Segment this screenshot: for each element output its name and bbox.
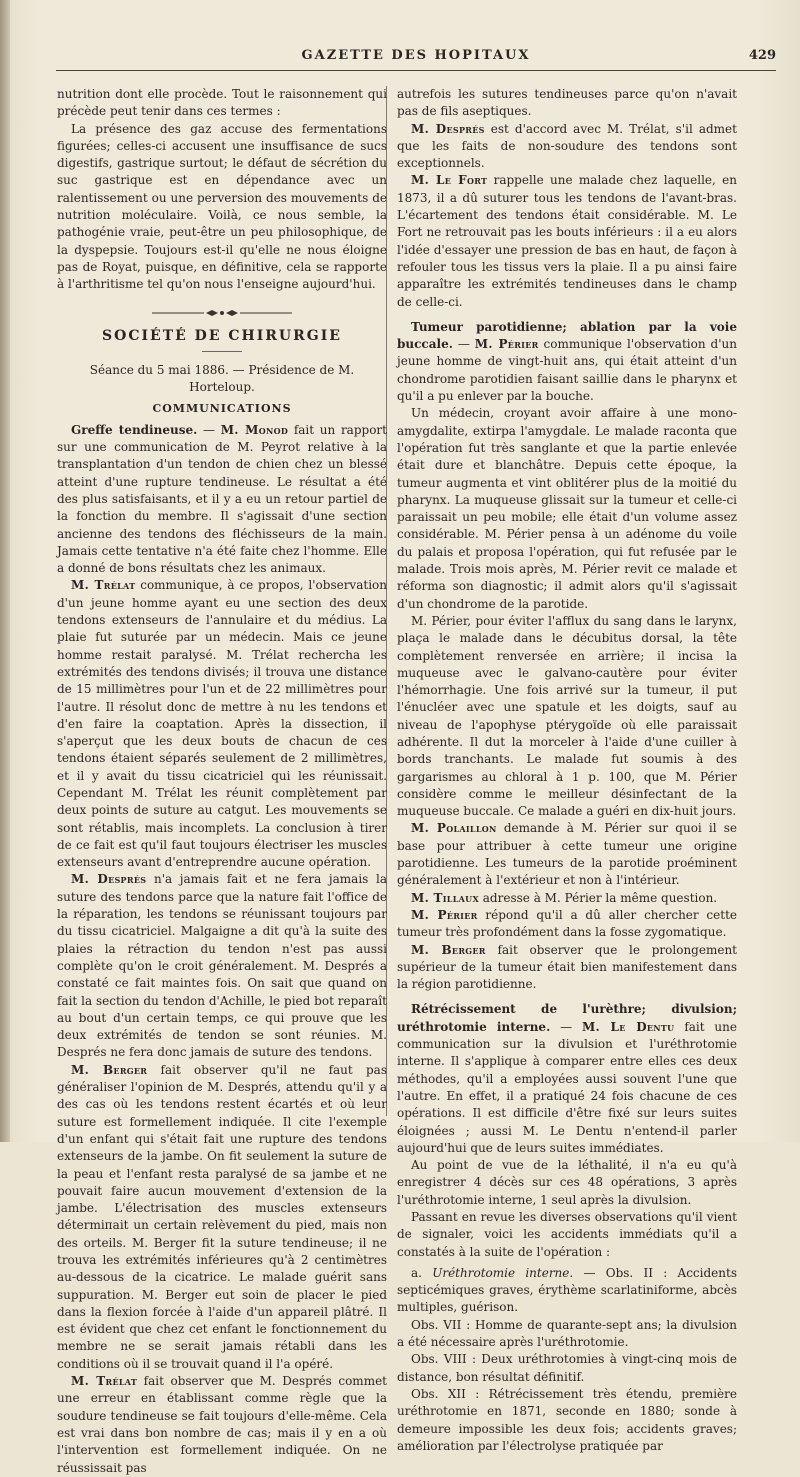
- paragraph-berger-2: [397, 942, 737, 994]
- speaker-name: M. Le Dentu: [581, 1019, 675, 1034]
- paragraph-trelat-2: [57, 1373, 387, 1477]
- paragraph-text: communique, à ce propos, l'observation d'un jeune homme ayant eu une section des deux tendons extenseurs de l'annulaire et du médius. La plaie fut suturée par un médecin. Mais ce jeune homme restait paralysé. M. Trélat rechercha les extrémités des tendons divisés; il trouva une distance de 15 millimètres pour l'un et de 22 millimètres pour l'autre. Il résolut donc de mettre à nu les tendons et d'en faire la coaptation. Après la dissection, il s'aperçut que les deux bouts de chacun de ces tendons étaient séparés seulement de 2 millimètres, et il y avait du tissu cicatriciel qui les réunissait. Cependant M. Trélat les réunit complètement par deux points de suture au catgut. Les mouvements se sont rétablis, mais incomplets. La conclusion à tirer de ce fait est qu'il faut toujours électriser les muscles extenseurs avant d'entreprendre aucune opération.: [57, 578, 387, 870]
- page-binding-edge: [0, 0, 10, 1142]
- page-number: 429: [748, 48, 776, 63]
- paragraph-text: communique l'observation d'un jeune homme de vingt-huit ans, qui était atteint d'un chondrome parotidien faisant saillie dans le pharynx et qu'il a pu enlever par la bouche.: [397, 337, 737, 404]
- ornament-divider: [152, 308, 292, 318]
- left-column: [57, 86, 387, 1477]
- small-rule: [202, 351, 242, 352]
- paragraph-lefort: [397, 172, 737, 310]
- paragraph-text: fait un rapport sur une communication de M. Peyrot relative à la transplantation d'un tendon de chien chez un blessé atteint d'une rupture tendineuse. Le résultat a été des plus satisfaisants, et il y a eu un retour partiel de la fonction du membre. Il s'agissait d'une section ancienne des tendons des fléchisseurs de la main. Jamais cette tentative n'a été faite chez l'homme. Elle a donné de bons résultats chez les animaux.: [57, 422, 387, 576]
- speaker-name: M. Trélat: [71, 578, 136, 593]
- paragraph-text: rappelle une malade chez laquelle, en 1873, il a dû suturer tous les tendons de l'avant-bras. L'écartement des tendons était considérable. M. Le Fort ne retrouvait pas les bouts inférieurs : il a eu alors l'idée d'essayer une pression de bas en haut, de façon à refouler tous les tissus vers la plaie. Il a pu ainsi faire apparaître les extrémités tendineuses dans le champ de celle-ci.: [397, 173, 737, 309]
- paragraph-tumeur: Tumeur parotidienne; ablation par la voie buccale. — M. Périer communique l'observation d'un jeune homme de vingt-huit ans, qui était atteint d'un chondrome parotidien faisant saillie dans le pharynx et qu'il a pu enlever par la bouche.: [397, 319, 737, 404]
- paragraph: La présence des gaz accuse des fermentations figurées; celles-ci accusent une insuffisance de sucs digestifs, gastrique surtout; le défaut de sécrétion du suc gastrique est en dépendance avec un ralentissement ou une perversion des mouvements de nutrition moléculaire. Voilà, ce nous semble, la pathogénie vraie, peut-être un peu philosophique, de la dyspepsie. Toujours est-il qu'elle ne nous éloigne pas de Royat, puisque, en définitive, cela se rapporte à l'arthritisme tel qu'on nous l'enseigne aujourd'hui.: [57, 121, 387, 292]
- journal-title: GAZETTE DES HOPITAUX: [301, 48, 531, 63]
- section-title: SOCIÉTÉ DE CHIRURGIE: [102, 327, 342, 344]
- paragraph-berger: [57, 1062, 387, 1373]
- paragraph-greffe: Greffe tendineuse. — M. Monod fait un rapport sur une communication de M. Peyrot relative à la transplantation d'un tendon de chien chez un blessé atteint d'une rupture tendineuse. Le résultat a été des plus satisfaisants, et il y a eu un retour partiel de la fonction du membre. Il s'agissait d'une section ancienne des tendons des fléchisseurs de la main. Jamais cette tentative n'a été faite chez l'homme. Elle a donné de bons résultats chez les animaux.: [57, 422, 387, 576]
- paragraph-text: répond qu'il a dû aller chercher cette tumeur très profondément dans la fosse zygomatique.: [397, 907, 737, 940]
- observation-item: [397, 1265, 737, 1317]
- topic-heading: Rétrécissement de l'urèthre; divulsion; uréthrotomie interne.: [397, 1002, 737, 1034]
- speaker-name: M. Trélat: [71, 1374, 138, 1389]
- paragraph-trelat: [57, 577, 387, 871]
- paragraph-text: est d'accord avec M. Trélat, s'il admet que les faits de non-soudure des tendons sont exceptionnels.: [397, 121, 737, 171]
- paragraph-tillaux: [397, 890, 737, 907]
- session-line: Séance du 5 mai 1886. — Présidence de M. Horteloup.: [89, 362, 355, 395]
- item-italic-label: Uréthrotomie interne.: [432, 1265, 574, 1280]
- paragraph-despres-2: [397, 121, 737, 173]
- topic-heading: Greffe tendineuse.: [71, 422, 198, 437]
- observation-item: Obs. VII : Homme de quarante-sept ans; la divulsion a été nécessaire après l'uréthrotomie.: [397, 1317, 737, 1350]
- paragraph-text: n'a jamais fait et ne fera jamais la suture des tendons parce que la nature fait l'office de la réparation, les tendons se réunissant toujours par du tissu cicatriciel. Malgaigne a dit qu'à la suite des plaies la rétraction du tendon n'est pas aussi complète qu'on le croit généralement. M. Després a constaté ce fait maintes fois. On sait que quand on fait la section du tendon d'Achille, le pied bot reparaît au bout d'un certain temps, ce qui prouve que les deux extrémités de tendon se sont réunies. M. Després ne fera donc jamais de suture des tendons.: [57, 872, 387, 1060]
- speaker-name: M. Berger: [411, 942, 486, 957]
- paragraph-text: fait observer qu'il ne faut pas généraliser l'opinion de M. Després, attendu qu'il y a des cas où les tendons restent écartés et où leur suture est formellement indiquée. Il cite l'exemple d'un enfant qui s'était fait une rupture des tendons extenseurs de la jambe. On fit seulement la suture de la peau et l'enfant resta paralysé de sa jambe et ne pouvait faire aucun mouvement d'extension de la jambe. L'électrisation des muscles extenseurs détermiпait un certain relèvement du pied, mais non des orteils. M. Berger fit la suture tendineuse; il ne trouva les extrémités inférieures qu'à 2 centimètres au-dessous de la cicatrice. Le malade guérit sans suppuration. M. Berger eut soin de placer le pied dans la flexion forcée à l'aide d'un appareil plâtré. Il est évident que chez cet enfant le fonctionnement du membre ne se serait jamais rétabli dans les conditions où il se trouvait quand il l'a opéré.: [57, 1062, 387, 1371]
- communications-heading: COMMUNICATIONS: [152, 402, 292, 416]
- paragraph: autrefois les sutures tendineuses parce qu'on n'avait pas de fils aseptiques.: [397, 87, 737, 119]
- speaker-name: M. Després: [71, 872, 147, 887]
- paragraph-retrecissement: Rétrécissement de l'urèthre; divulsion; uréthrotomie interne. — M. Le Dentu fait une communication sur la divulsion et l'uréthrotomie interne. Il s'applique à comparer entre elles ces deux méthodes, qu'il a employées aussi souvent l'une que l'autre. En effet, il a pratiqué 24 fois chacune de ces opérations. Il est difficile d'être fixé sur leurs suites éloignées ; aussi M. Le Dentu n'entend-il parler aujourd'hui que de leurs suites immédiates.: [397, 1002, 737, 1155]
- topic-heading: Tumeur parotidienne; ablation par la voie buccale.: [397, 319, 737, 352]
- paragraph: nutrition dont elle procède. Tout le raisonnement qui précède peut tenir dans ces termes :: [57, 87, 387, 119]
- speaker-name: M. Le Fort: [411, 173, 488, 188]
- paragraph-text: fait observer que M. Després commet une erreur en établissant comme règle que la soudure tendineuse se fait toujours d'elle-même. Cela est vrai dans bon nombre de cas; mais il y en a où l'intervention est formellement indiquée. On ne réussissait pas: [57, 1374, 387, 1475]
- speaker-name: M. Périer: [411, 907, 478, 922]
- paragraph-text: demande à M. Périer sur quoi il se base pour attribuer à cette tumeur une origine parotidienne. Les tumeurs de la parotide proéminent généralement à l'extérieur et non à l'intérieur.: [397, 821, 737, 888]
- speaker-name: M. Després: [411, 121, 485, 136]
- paragraph-perier: [397, 907, 737, 942]
- right-column: [397, 86, 737, 1455]
- speaker-name: M. Polaillon: [411, 821, 497, 836]
- item-prefix: a.: [411, 1265, 422, 1280]
- paragraph-text: fait observer que le prolongement supérieur de la tumeur était bien manifestement dans la région parotidienne.: [397, 942, 737, 992]
- paragraph: Au point de vue de la léthalité, il n'a eu qu'à enregistrer 4 décès sur ces 48 opérations, 3 après l'uréthrotomie interne, 1 seul après la divulsion.: [397, 1158, 737, 1207]
- paragraph: Un médecin, croyant avoir affaire à une mono-amygdalite, extirpa l'amygdale. Le malade raconta que l'opération fut très sanglante et que la partie enlevée était dure et blanchâtre. Depuis cette époque, la tumeur augmenta et vint oblitérer plus de la moitié du pharynx. La muqueuse glissait sur la tumeur et celle-ci paraissait un peu mobile; elle était d'un volume assez considérable. M. Périer pensa à un adénome du voile du palais et proposa l'opération, qui fut refusée par le malade. Trois mois après, M. Périer revit ce malade et réforma son diagnostic; il admit alors qu'il s'agissait d'un chondrome de la parotide.: [397, 406, 737, 611]
- observation-item: Obs. VIII : Deux uréthrotomies à vingt-cinq mois de distance, bon résultat définitif.: [397, 1352, 737, 1384]
- paragraph-despres: [57, 871, 387, 1061]
- speaker-name: M. Périer: [474, 337, 539, 352]
- item-text: — Obs. II : Accidents septicémiques graves, érythème scarlatiniforme, abcès multiples, guérison.: [397, 1265, 737, 1315]
- speaker-name: M. Berger: [71, 1062, 148, 1077]
- speaker-name: M. Tillaux: [411, 890, 479, 905]
- paragraph-polaillon: [397, 820, 737, 889]
- observation-item: Obs. XII : Rétrécissement très étendu, première uréthrotomie en 1871, seconde en 1880; sonde à demeure impossible les deux fois; accidents graves; amélioration par l'électrolyse pratiquée par: [397, 1386, 737, 1453]
- paragraph: Passant en revue les diverses observations qu'il vient de signaler, voici les accidents immédiats qu'il a constatés à la suite de l'opération :: [397, 1210, 737, 1259]
- page-header: [56, 44, 776, 71]
- paragraph-text: fait une communication sur la divulsion et l'uréthrotomie interne. Il s'applique à comparer entre elles ces deux méthodes, qu'il a employées aussi souvent l'une que l'autre. En effet, il a pratiqué 24 fois chacune de ces opérations. Il est difficile d'être fixé sur leurs suites éloignées ; aussi M. Le Dentu n'entend-il parler aujourd'hui que de leurs suites immédiates.: [397, 1019, 737, 1155]
- speaker-name: M. Monod: [220, 422, 289, 437]
- paragraph: M. Périer, pour éviter l'afflux du sang dans le larynx, plaça le malade dans le décubitus dorsal, la tête complètement renversée en arrière; il incisa la muqueuse avec le galvano-cautère pour éviter l'hémorrhagie. Une fois arrivé sur la tumeur, il put l'énucléer avec une spatule et les doigts, sauf au niveau de l'apophyse ptérygoïde où elle paraissait adhérente. Il dut la morceler à l'aide d'une cuiller à bords tranchants. Le malade fut soumis à des gargarismes au chloral à 1 p. 100, que M. Périer considère comme le meilleur désinfectant de la muqueuse buccale. Ce malade a guéri en dix-huit jours.: [397, 613, 737, 819]
- paragraph-text: adresse à M. Périer la même question.: [482, 890, 718, 905]
